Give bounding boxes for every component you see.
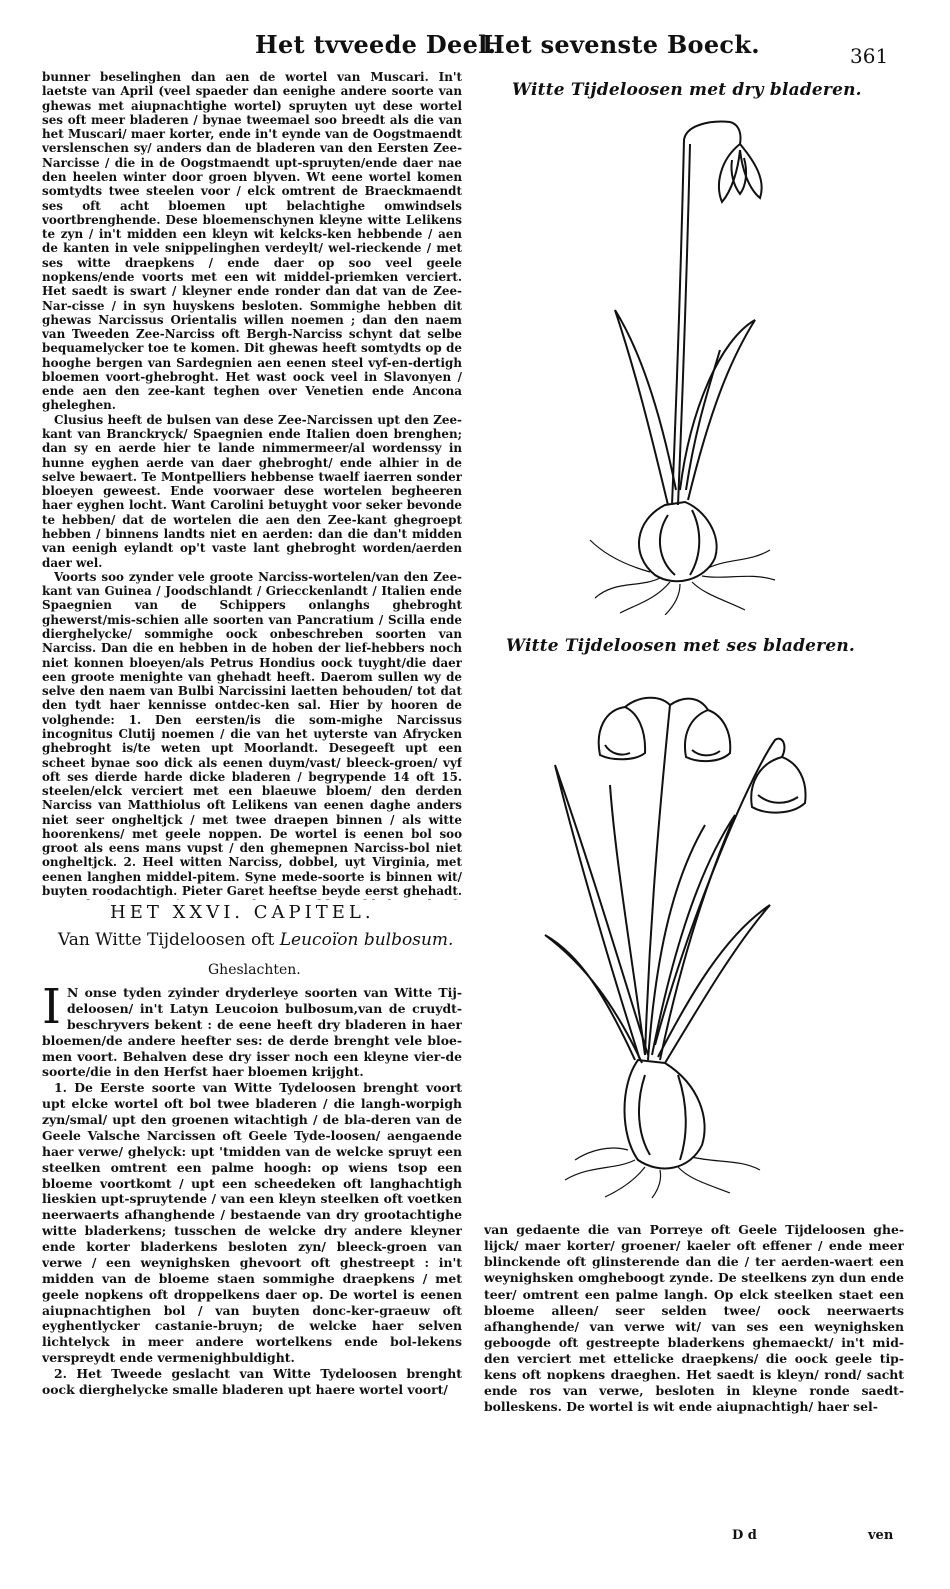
chapter-title: HET XXVI. CAPITEL. [110, 902, 375, 923]
catchword: ven [868, 1528, 894, 1543]
right-column-text: van gedaente die van Porreye oft Geele Tijdeloosen ghe-lijck/ maer korter/ groener/ kaeler oft effener / ende meer blinckende oft glinsterende dan die / ter aerden-waert een weynighsken omgheboogt zynde. De steelkens zyn dun ende teer/ omtrent een palme langh. Op elck steelken staet een bloeme alleen/ seer selden twee/ oock neerwaerts afhanghende/ van verwe wit/ van ses een weynighsken geboogde oft gestreepte bladerkens ghemaeckt/ in't mid-den verciert met ettelicke draepkens/ die oock geele tip-kens oft nopkens draeghen. Het saedt is kleyn/ rond/ sacht ende ros van verwe, besloten in kleyne ronde saedt-bolleskens. De wortel is wit ende aiupnachtigh/ haer sel- [484, 1222, 904, 1415]
text-paragraph: 2. Het Tweede geslacht van Witte Tydeloosen brenght oock dierghelycke smalle bladeren upt haere wortel voort/ [42, 1366, 462, 1397]
figure-caption-2: Witte Tijdeloosen met ses bladeren. [506, 636, 856, 656]
page-number: 361 [850, 44, 889, 68]
snowdrop-illustration [580, 110, 780, 615]
text-paragraph: Voorts soo zynder vele groote Narciss-wortelen/van den Zee-kant van Guinea / Joodschlandt / Griecckenlandt / Italien ende Spaegnien van de Schippers onlanghs ghebroght ghewerst/mis-schien alle soorten van Pancratium / Scilla ende dierghelycke/ sommighe oock onbeschreben soorten van Narciss. Dan die en hebben in de hoben der lief-hebbers noch niet konnen bloeyen/als Petrus Hondius oock tuyght/die daer een groote menighte van ghehadt heeft. Daerom sullen wy de selve den naem van Bulbi Narcissini laetten behouden/ tot dat den tydt haer kennisse ontdec-ken sal. Hier by hooren de volghende: 1. Den eersten/is die som-mighe Narcissus incognitus Clutij noemen / die van het uyterste van Afrycken ghebroght is/te weten upt Moorlandt. Desegeeft upt een scheet bynae soo dick als eenen duym/vast/ bleeck-groen/ vyf oft ses dierde harde dicke bladeren / begrypende 14 oft 15. steelen/elck verciert met een blaeuwe bloem/ den derden Narciss van Matthiolus oft Lelikens van eenen daghe anders niet seer ongheltjck / met twee draepen binnen / als witte hoorenkens/ met geele noppen. De wortel is eenen bol soo groot als eens mans vupst / den ghemepnen Narciss-bol niet ongheltjck. 2. Heel witten Narciss, dobbel, uyt Virginia, met eenen langhen middel-pitem. Syne mede-soorte is binnen wit/ buyten roodachtigh. Pieter Garet heeftse beyde eerst ghehadt. [42, 569, 462, 899]
text-paragraph: N onse tyden zyinder dryderleye soorten van Witte Tij-deloosen/ in't Latyn Leucoion bulbosum,van de cruydt-beschryvers bekent : de eene heeft dry bladeren in haer bloemen/de andere heefter ses: de derde brenght vele bloe-men voort. Behalven dese dry isser noch een kleyne vier-de soorte/die in den Herfst haer bloemen krijght. [42, 985, 462, 1080]
part-title: Het tvveede Deel. [255, 30, 497, 59]
text-paragraph: bunner beselinghen dan aen de wortel van Muscari. In't laetste van April (veel spaeder dan eenighe andere soorte van ghewas met aiupnachtighe wortel) spruyten uyt dese wortel ses oft meer bladeren / bynae tweemael soo breedt als die van het Muscari/ maer korter, ende in't eynde van de Oogstmaendt verslenschen sy/ anders dan de bladeren van den Eersten Zee-Narcisse / die in de Oogstmaendt upt-spruyten/ende daer nae den heelen winter door groen blyven. Wt eene wortel komen somtydts twee steelen voor / elck omtrent de Braeckmaendt ses oft acht bloemen upt belachtighe omwindsels voortbrenghende. Dese bloemenschynen kleyne witte Lelikens te zyn / in't midden een kleyn wit kelcks-ken hebbende / aen de kanten in vele snippelinghen verdeylt/ wel-rieckende / met ses witte draepkens / ende daer op soo veel geele nopkens/ende voorts met een wit middel-priemken verciert. Het saedt is swart / kleyner ende ronder dan dat van de Zee-Nar-cisse / in syn huyskens besloten. Sommighe hebben dit ghewas Narcissus Orientalis willen noemen ; dan den naem van Tweeden Zee-Narciss oft Bergh-Narciss schynt dat selbe bequamelycker toe te komen. Dit ghewas heeft somtydts op de hooghe bergen van Sardegnien aen eenen steel vyf-en-dertigh bloemen voort-ghebroght. Het wast oock veel in Slavonyen / ende aen den zee-kant teghen over Venetien ende Ancona gheleghen. [42, 70, 462, 413]
snowflake-illustration [520, 665, 820, 1200]
chapter-subtitle [58, 930, 453, 950]
section-heading: Gheslachten. [208, 962, 301, 978]
drop-cap: I [42, 985, 61, 1035]
book-title: Het sevenste Boeck. [482, 30, 760, 59]
figure-caption-1: Witte Tijdeloosen met dry bladeren. [512, 80, 862, 100]
chapter-subtitle-latin: Leucoïon bulbosum. [279, 930, 454, 950]
signature-mark: D d [732, 1528, 757, 1543]
top-left-text [42, 70, 462, 900]
chapter-subtitle-text: Van Witte Tijdeloosen oft [58, 930, 275, 950]
text-paragraph: Clusius heeft de bulsen van dese Zee-Narcissen upt den Zee-kant van Branckryck/ Spaegnien ende Italien doen brenghen; dan sy en aerde hier te lande nimmermeer/al wordenssy in hunne eyghen aerde van daer ghebroght/ ende alhier in de selve bewaert. Te Montpelliers hebbense twaelf iaerren sonder bloeyen geweest. Ende voorwaer dese wortelen begheeren haer eyghen locht. Want Carolini betuyght voor seker bevonde te hebben/ dat de wortelen die aen den Zee-kant ghegroept hebben / binnens landts niet en aerden: dan die dan't midden van eenigh eylandt op't vaste lant ghebroght worden/aerden daer wel. [42, 412, 462, 570]
bottom-left-text [42, 985, 462, 1540]
text-paragraph: 1. De Eerste soorte van Witte Tydeloosen brenght voort upt elcke wortel oft bol twee bladeren / die langh-worpigh zyn/smal/ upt den groenen witachtigh / de bla-deren van de Geele Valsche Narcissen oft Geele Tyde-loosen/ aengaende haer verwe/ ghelyck: upt 'tmidden van de welcke spruyt een steelken omtrent een palme hoogh: op wiens tsop een bloeme voortkomt / upt een scheedeken oft langhachtigh lieskien upt-spruytende / van een kleyn steelken oft voetken neerwaerts afhanghende / bestaende van dry grootachtighe witte bladerkens; tusschen de welcke dry andere kleyner ende korter bladerkens besloten zyn/ bleeck-groen van verwe / een weynighsken ghevoort oft ghestreept : in't midden van de bloeme staen sommighe draepkens / met geele nopkens oft droppelkens daer op. De wortel is eenen aiupnachtighen bol / van buyten donc-ker-graeuw oft eyghentlycker castanie-bruyn; de welcke haer selven lichtelyck in meer andere wortelkens ende bol-lekens verspreydt ende vermenighbuldight. [42, 1080, 462, 1366]
